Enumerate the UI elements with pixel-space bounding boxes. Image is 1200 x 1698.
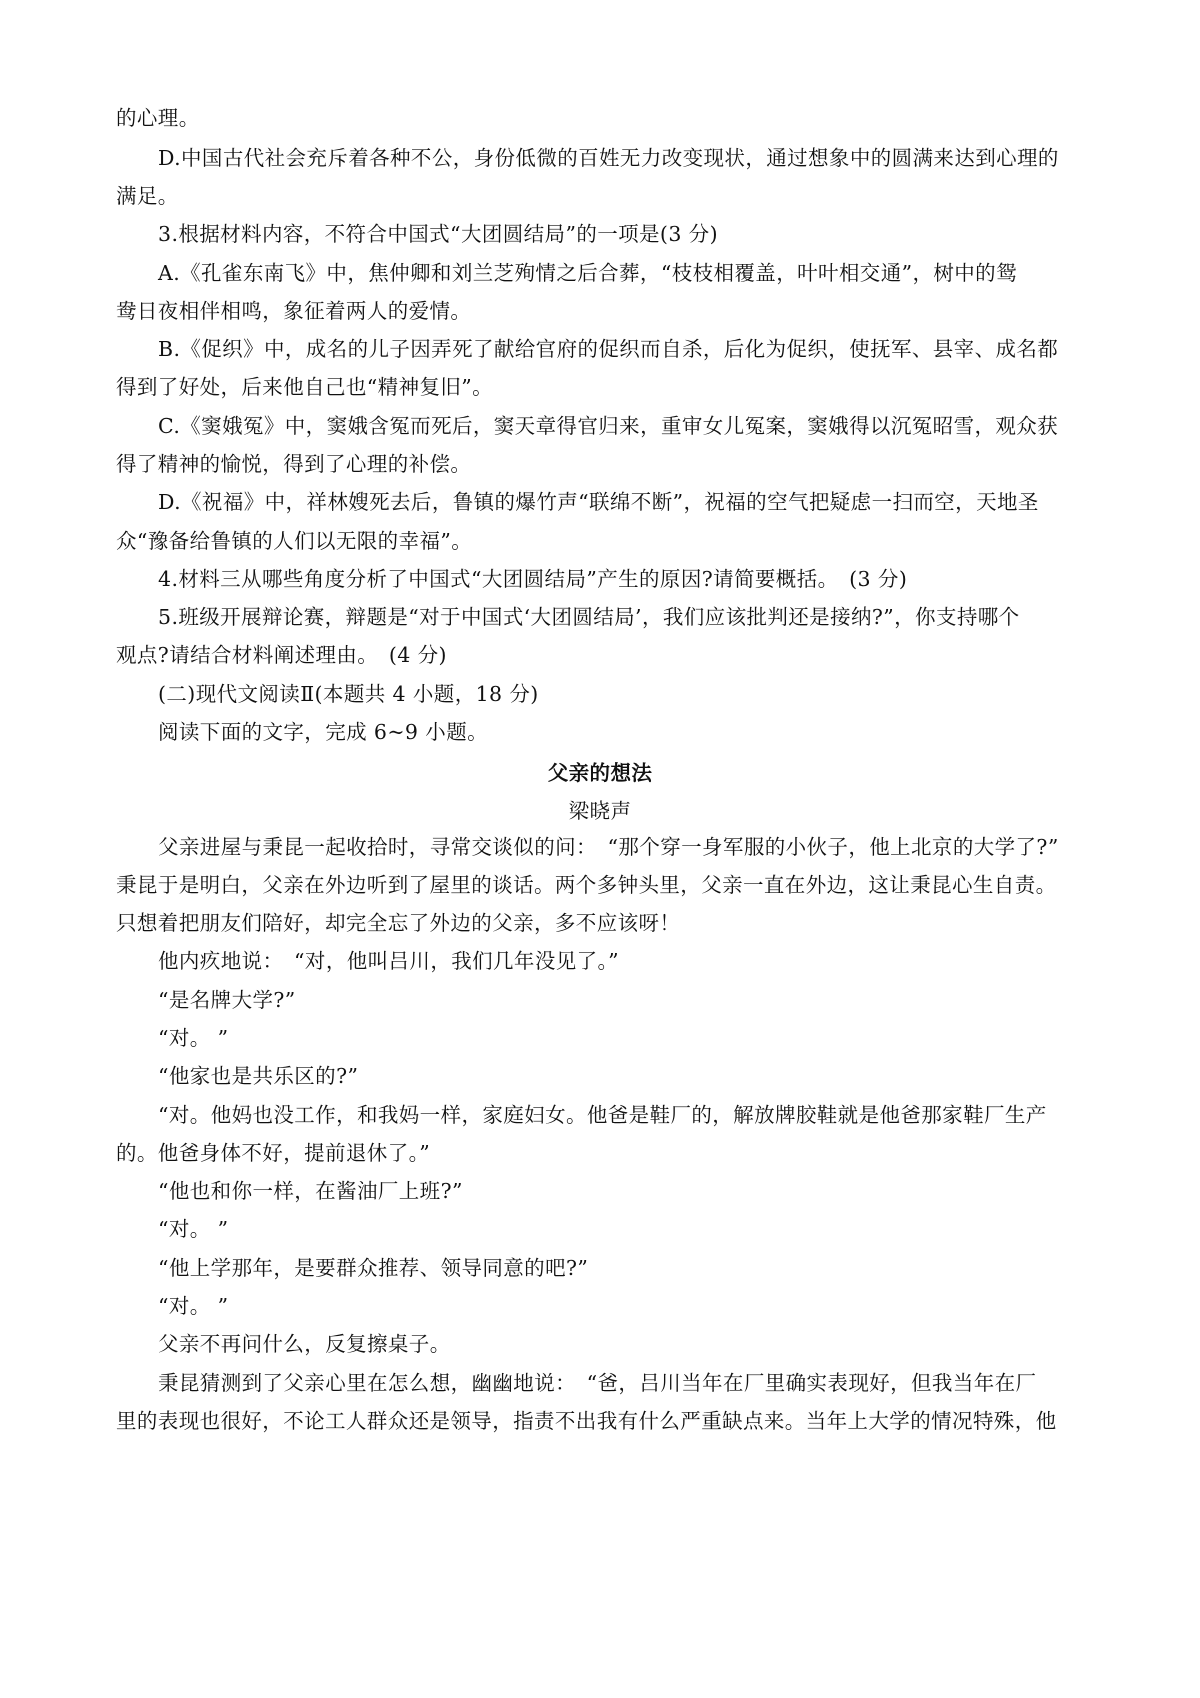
- question-5: 5.班级开展辩论赛，辩题是“对于中国式‘大团圆结局’，我们应该批判还是接纳?”，你支持哪个: [158, 605, 1020, 629]
- story-line: 他内疚地说： “对，他叫吕川，我们几年没见了。”: [158, 949, 620, 973]
- text-line: 观点?请结合材料阐述理由。 (4 分): [116, 643, 447, 667]
- story-author: 梁晓声: [568, 799, 632, 823]
- story-line: “是名牌大学?”: [158, 988, 296, 1012]
- story-line: 父亲不再问什么，反复擦桌子。: [158, 1332, 451, 1356]
- option-line: D.《祝福》中，祥林嫂死去后，鲁镇的爆竹声“联绵不断”，祝福的空气把疑虑一扫而空，天地圣: [158, 490, 1039, 514]
- story-title: 父亲的想法: [547, 761, 653, 785]
- story-line: 秉昆于是明白，父亲在外边听到了屋里的谈话。两个多钟头里，父亲一直在外边，这让秉昆心生自责。: [116, 873, 1057, 897]
- story-line: “他家也是共乐区的?”: [158, 1064, 359, 1088]
- story-line: 的。他爸身体不好，提前退休了。”: [116, 1141, 431, 1165]
- story-line: “他也和你一样，在酱油厂上班?”: [158, 1179, 463, 1203]
- question-4: 4.材料三从哪些角度分析了中国式“大团圆结局”产生的原因?请简要概括。 (3 分): [158, 567, 908, 591]
- text-line: 得到了好处，后来他自己也“精神复旧”。: [116, 375, 494, 399]
- story-line: “对。他妈也没工作，和我妈一样，家庭妇女。他爸是鞋厂的，解放牌胶鞋就是他爸那家鞋厂生产: [158, 1103, 1047, 1127]
- story-line: “对。 ”: [158, 1294, 229, 1318]
- text-line: 满足。: [116, 184, 179, 208]
- text-line: 的心理。: [116, 106, 200, 130]
- question-3: 3.根据材料内容，不符合中国式“大团圆结局”的一项是(3 分): [158, 222, 718, 246]
- story-line: “他上学那年，是要群众推荐、领导同意的吧?”: [158, 1256, 589, 1280]
- option-line: D.中国古代社会充斥着各种不公，身份低微的百姓无力改变现状，通过想象中的圆满来达到心理的: [158, 146, 1059, 170]
- option-line: B.《促织》中，成名的儿子因弄死了献给官府的促织而自杀，后化为促织，使抚军、县宰、成名都: [158, 337, 1059, 361]
- text-line: 得了精神的愉悦，得到了心理的补偿。: [116, 452, 472, 476]
- story-line: 父亲进屋与秉昆一起收拾时，寻常交谈似的问： “那个穿一身军服的小伙子，他上北京的大学了?”: [158, 835, 1059, 859]
- text-line: 鸯日夜相伴相鸣，象征着两人的爱情。: [116, 299, 472, 323]
- instruction-line: 阅读下面的文字，完成 6~9 小题。: [158, 720, 488, 744]
- story-line: 只想着把朋友们陪好，却完全忘了外边的父亲，多不应该呀！: [116, 911, 681, 935]
- story-line: 秉昆猜测到了父亲心里在怎么想，幽幽地说： “爸，吕川当年在厂里确实表现好，但我当年在厂: [158, 1371, 1037, 1395]
- text-line: 众“豫备给鲁镇的人们以无限的幸福”。: [116, 529, 473, 553]
- story-line: 里的表现也很好，不论工人群众还是领导，指责不出我有什么严重缺点来。当年上大学的情况特殊，他: [116, 1409, 1057, 1433]
- option-line: A.《孔雀东南飞》中，焦仲卿和刘兰芝殉情之后合葬，“枝枝相覆盖，叶叶相交通”，树中的鸳: [158, 261, 1017, 285]
- section-heading: (二)现代文阅读Ⅱ(本题共 4 小题，18 分): [158, 682, 539, 706]
- option-line: C.《窦娥冤》中，窦娥含冤而死后，窦天章得官归来，重审女儿冤案，窦娥得以沉冤昭雪，观众获: [158, 414, 1059, 438]
- story-line: “对。 ”: [158, 1026, 229, 1050]
- story-line: “对。 ”: [158, 1217, 229, 1241]
